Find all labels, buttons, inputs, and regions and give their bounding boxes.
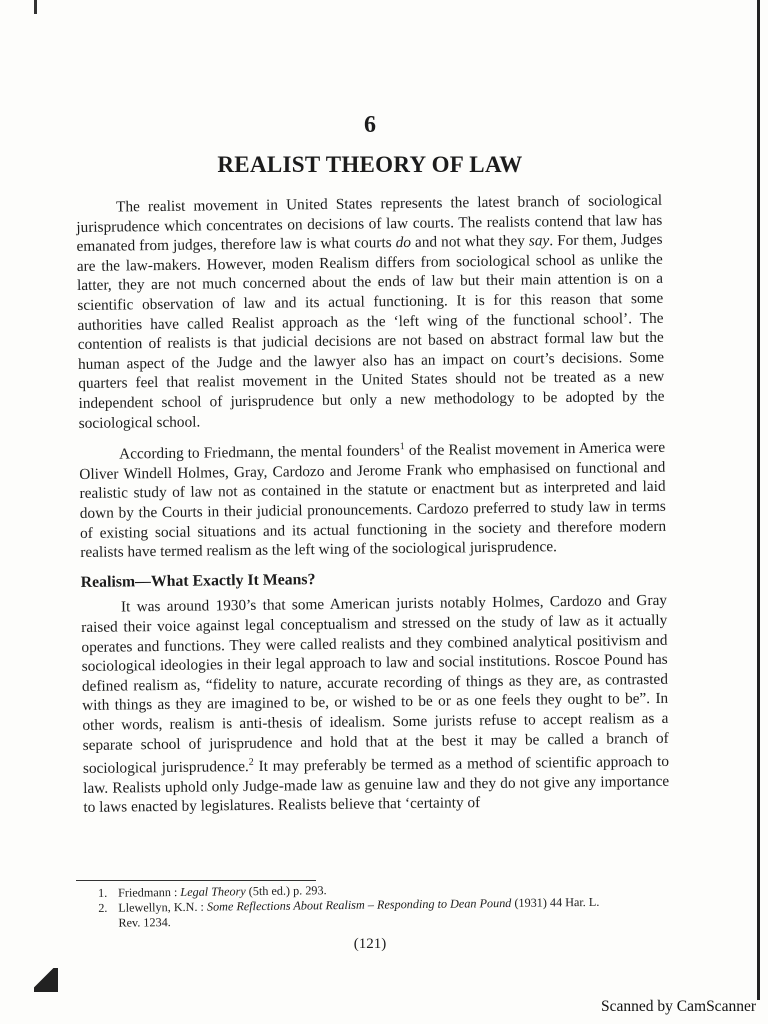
text-run: According to Friedmann, the mental founders	[119, 442, 400, 463]
scanner-watermark: Scanned by CamScanner	[601, 998, 756, 1015]
emphasis-say: say	[528, 232, 550, 250]
body-text	[76, 191, 670, 826]
chapter-number: 6	[364, 112, 376, 138]
footnotes	[98, 879, 679, 931]
emphasis-do: do	[395, 234, 412, 252]
footnote-divider	[76, 880, 316, 881]
paragraph-2	[79, 434, 666, 563]
footnote-text: Friedmann :	[117, 884, 181, 900]
footnote-number: 2.	[98, 900, 108, 915]
text-run: The realist movement in United States represents the latest branch of sociological jurisprudence which concentrates on decisions of law courts. The realists contend that law has emanated from judges, therefore law is what courts	[76, 191, 663, 256]
page-corner-shadow	[34, 968, 58, 992]
footnote-number: 1.	[98, 885, 108, 900]
paragraph-1	[76, 191, 665, 433]
footnote-title: Legal Theory	[180, 884, 246, 899]
footnote-ref-1[interactable]: 1	[399, 441, 405, 453]
text-run: It may preferably be termed as a method of scientific approach to law. Realists uphold only Judge-made law as genuine law and they do not give any importance to laws enacted by legislatures. Realists believe that ‘certainty of	[83, 753, 670, 817]
footnote-ref-2[interactable]: 2	[248, 756, 254, 769]
page-edge-mark	[34, 0, 37, 14]
text-run: and not what they	[410, 232, 529, 252]
paragraph-3	[81, 591, 670, 818]
section-heading: Realism—What Exactly It Means?	[80, 570, 316, 591]
text-run: . For them, Judges are the law-makers. However, moden Realism differs from sociological school as unlike the latter, they are not much concerned about the ends of law but their main attention is on a scientific observation of law and its actual functioning. It is for this reason that some authorities have called Realist approach as the ‘left wing of the functional school’. The contention of realists is that judicial decisions are not based on abstract formal law but the human aspect of the Judge and the lawyer also has an impact on court’s decisions. Some quarters feel that realist movement in the United States should not be treated as a new independent school of jurisprudence but only a new methodology to be adopted by the sociological school.	[76, 231, 665, 432]
footnote-2-continued: Rev. 1234.	[118, 915, 171, 930]
footnote-title: Some Reflections About Realism – Responding to Dean Pound	[206, 895, 512, 914]
chapter-title: REALIST THEORY OF LAW	[217, 152, 523, 177]
page-edge-shadow	[757, 0, 760, 1000]
footnote-text: (1931) 44 Har. L.	[511, 894, 600, 910]
page-number: (121)	[353, 936, 387, 952]
footnote-text: Llewellyn, K.N. :	[118, 899, 208, 915]
text-run: It was around 1930’s that some American jurists notably Holmes, Cardozo and Gray raised their voice against legal conceptualism and stressed on the study of law as it actually operates and functions. They were called realists and they combined analytical positivism and sociological ideologies in their legal approach to law and social institutions. Roscoe Pound has defined realism as, “fidelity to nature, accurate recording of things as they are, as contrasted with things as they are imagined to be, or wished to be or as one feels they ought to be”. In other words, realism is anti-thesis of idealism. Some jurists refuse to accept realism as a separate school of jurisprudence and hold that at the best it may be called a branch of sociological jurisprudence.	[81, 592, 669, 778]
text-run: of the Realist movement in America were Oliver Windell Holmes, Gray, Cardozo and Jerome Frank who emphasised on functional and realistic study of law not as contained in the statute or enactment but as interpreted and laid down by the Courts in their judicial pronouncements. Cardozo preferred to study law in terms of existing social situations and its actual functioning in the society and therefore modern realists have termed realism as the left wing of the sociological jurisprudence.	[79, 439, 667, 562]
footnote-text: (5th ed.) p. 293.	[245, 883, 327, 899]
